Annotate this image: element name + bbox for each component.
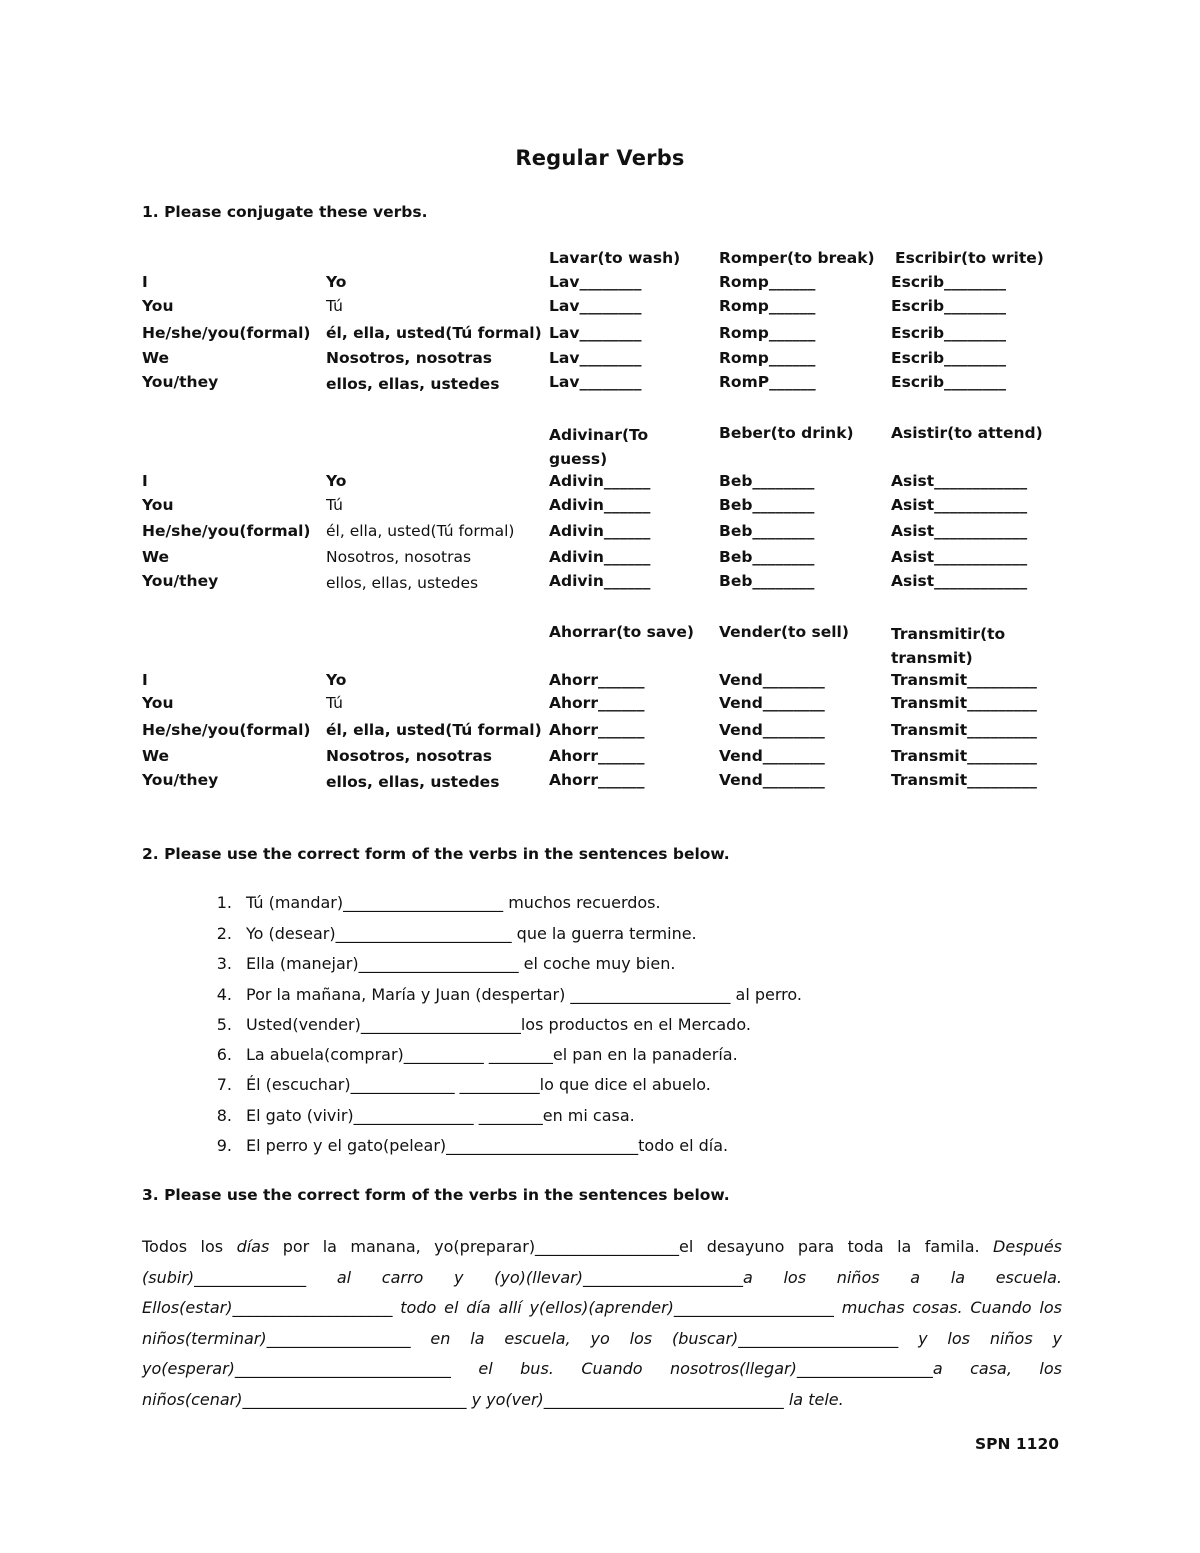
conjugation-blank: Vend________	[719, 671, 825, 689]
conjugation-blank: Ahorr______	[549, 721, 645, 739]
conjugation-blank: Asist____________	[891, 496, 1028, 514]
sentence-number: 9.	[216, 1136, 232, 1155]
conjugation-blank: Ahorr______	[549, 694, 645, 712]
sentence-number: 4.	[216, 985, 232, 1004]
sentence-text: Ella (manejar)____________________ el coche muy bien.	[246, 954, 676, 973]
sentence-number: 3.	[216, 954, 232, 973]
pronoun-es: ellos, ellas, ustedes	[326, 574, 479, 592]
conjugation-blank: Romp______	[719, 297, 816, 315]
conjugation-blank: Asist____________	[891, 548, 1028, 566]
pronoun-en: You/they	[142, 373, 219, 391]
sentence-number: 2.	[216, 924, 232, 943]
conjugation-blank: Beb________	[719, 496, 815, 514]
conjugation-blank: Transmit_________	[891, 771, 1037, 789]
sentence-number: 1.	[216, 893, 232, 912]
sentence-number: 5.	[216, 1015, 232, 1034]
conjugation-blank: Adivin______	[549, 572, 651, 590]
verb-header: Lavar(to wash)	[549, 249, 681, 267]
verb-header: Ahorrar(to save)	[549, 623, 694, 641]
verb-header: Vender(to sell)	[719, 623, 849, 641]
conjugation-blank: Beb________	[719, 572, 815, 590]
pronoun-es: Tú	[326, 694, 343, 712]
pronoun-es: él, ella, usted(Tú formal)	[326, 721, 542, 739]
pronoun-en: You	[142, 694, 174, 712]
pronoun-es: Yo	[326, 671, 347, 689]
conjugation-blank: Lav________	[549, 324, 642, 342]
conjugation-blank: Ahorr______	[549, 747, 645, 765]
section-1-heading: 1. Please conjugate these verbs.	[142, 203, 428, 221]
conjugation-blank: Escrib________	[891, 297, 1007, 315]
page-title: Regular Verbs	[515, 146, 685, 170]
pronoun-en: I	[142, 671, 148, 689]
pronoun-es: Yo	[326, 273, 347, 291]
sentence-text: Yo (desear)______________________ que la guerra termine.	[246, 924, 697, 943]
conjugation-blank: Beb________	[719, 548, 815, 566]
course-code: SPN 1120	[975, 1435, 1060, 1453]
paragraph-text-italic: días	[236, 1237, 270, 1256]
conjugation-blank: Escrib________	[891, 273, 1007, 291]
conjugation-blank: Ahorr______	[549, 671, 645, 689]
pronoun-en: I	[142, 472, 148, 490]
conjugation-blank: Transmit_________	[891, 721, 1037, 739]
pronoun-es: ellos, ellas, ustedes	[326, 773, 500, 791]
conjugation-blank: Lav________	[549, 273, 642, 291]
section-3-heading: 3. Please use the correct form of the verbs in the sentences below.	[142, 1186, 730, 1204]
sentence-number: 7.	[216, 1075, 232, 1094]
pronoun-es: Yo	[326, 472, 347, 490]
pronoun-es: Tú	[326, 496, 343, 514]
pronoun-es: Tú	[326, 297, 343, 315]
verb-header: Romper(to break)	[719, 249, 875, 267]
verb-header: Adivinar(To guess)	[549, 426, 649, 468]
pronoun-es: Nosotros, nosotras	[326, 349, 493, 367]
conjugation-blank: Adivin______	[549, 496, 651, 514]
sentence-number: 6.	[216, 1045, 232, 1064]
pronoun-en: We	[142, 548, 170, 566]
conjugation-blank: Vend________	[719, 721, 825, 739]
pronoun-en: He/she/you(formal)	[142, 721, 311, 739]
conjugation-blank: Escrib________	[891, 324, 1007, 342]
conjugation-blank: Transmit_________	[891, 694, 1037, 712]
conjugation-blank: Vend________	[719, 771, 825, 789]
conjugation-blank: RomP______	[719, 373, 816, 391]
conjugation-blank: Romp______	[719, 273, 816, 291]
pronoun-es: él, ella, usted(Tú formal)	[326, 522, 515, 540]
pronoun-en: We	[142, 747, 170, 765]
conjugation-blank: Asist____________	[891, 472, 1028, 490]
conjugation-blank: Romp______	[719, 349, 816, 367]
verb-header: Beber(to drink)	[719, 424, 854, 442]
conjugation-blank: Beb________	[719, 522, 815, 540]
sentence-text: Usted(vender)____________________los productos en el Mercado.	[246, 1015, 751, 1034]
sentence-text: El gato (vivir)_______________ ________en mi casa.	[246, 1106, 635, 1125]
verb-header: Transmitir(to transmit)	[891, 625, 1006, 667]
section-2-heading: 2. Please use the correct form of the verbs in the sentences below.	[142, 845, 730, 863]
pronoun-en: He/she/you(formal)	[142, 324, 311, 342]
sentence-text: Por la mañana, María y Juan (despertar) ____________________ al perro.	[246, 985, 802, 1004]
conjugation-blank: Vend________	[719, 747, 825, 765]
sentence-text: Él (escuchar)_____________ __________lo que dice el abuelo.	[246, 1075, 711, 1094]
conjugation-blank: Lav________	[549, 349, 642, 367]
conjugation-blank: Ahorr______	[549, 771, 645, 789]
conjugation-blank: Vend________	[719, 694, 825, 712]
conjugation-blank: Asist____________	[891, 572, 1028, 590]
pronoun-es: ellos, ellas, ustedes	[326, 375, 500, 393]
sentence-text: El perro y el gato(pelear)________________________todo el día.	[246, 1136, 729, 1155]
pronoun-en: You	[142, 496, 174, 514]
sentence-text: La abuela(comprar)__________ ________el pan en la panadería.	[246, 1045, 738, 1064]
conjugation-blank: Escrib________	[891, 373, 1007, 391]
conjugation-blank: Beb________	[719, 472, 815, 490]
pronoun-es: Nosotros, nosotras	[326, 548, 472, 566]
sentence-number: 8.	[216, 1106, 232, 1125]
conjugation-blank: Romp______	[719, 324, 816, 342]
pronoun-en: We	[142, 349, 170, 367]
conjugation-blank: Lav________	[549, 297, 642, 315]
cloze-paragraph	[142, 1232, 1062, 1415]
pronoun-en: You/they	[142, 572, 219, 590]
pronoun-en: He/she/you(formal)	[142, 522, 311, 540]
pronoun-es: Nosotros, nosotras	[326, 747, 493, 765]
pronoun-en: You/they	[142, 771, 219, 789]
conjugation-blank: Lav________	[549, 373, 642, 391]
conjugation-blank: Asist____________	[891, 522, 1028, 540]
conjugation-blank: Adivin______	[549, 548, 651, 566]
verb-header: Escribir(to write)	[895, 249, 1044, 267]
conjugation-blank: Adivin______	[549, 472, 651, 490]
conjugation-blank: Escrib________	[891, 349, 1007, 367]
paragraph-text: por la manana, yo(preparar)__________________el desayuno para toda la famila.	[269, 1237, 994, 1256]
paragraph-text-italic: Después (subir)______________ al carro y (yo)(llevar)____________________a los niños a la escuela. Ellos(estar)____________________ todo el día allí y(ellos)(aprender)____________________ muchas cosas. Cuando los niños(terminar)__________________ en la escuela, yo los (buscar)____________________ y los niños y yo(esperar)___________________________ el bus. Cuando nosotros(llegar)_________________a casa, los niños(cenar)____________________________ y yo(ver)______________________________ la tele.	[142, 1237, 1063, 1409]
conjugation-blank: Transmit_________	[891, 671, 1037, 689]
pronoun-en: I	[142, 273, 148, 291]
sentence-text: Tú (mandar)____________________ muchos recuerdos.	[246, 893, 661, 912]
pronoun-en: You	[142, 297, 174, 315]
conjugation-blank: Adivin______	[549, 522, 651, 540]
paragraph-text: Todos los	[142, 1237, 237, 1256]
verb-header: Asistir(to attend)	[891, 424, 1043, 442]
conjugation-blank: Transmit_________	[891, 747, 1037, 765]
pronoun-es: él, ella, usted(Tú formal)	[326, 324, 542, 342]
